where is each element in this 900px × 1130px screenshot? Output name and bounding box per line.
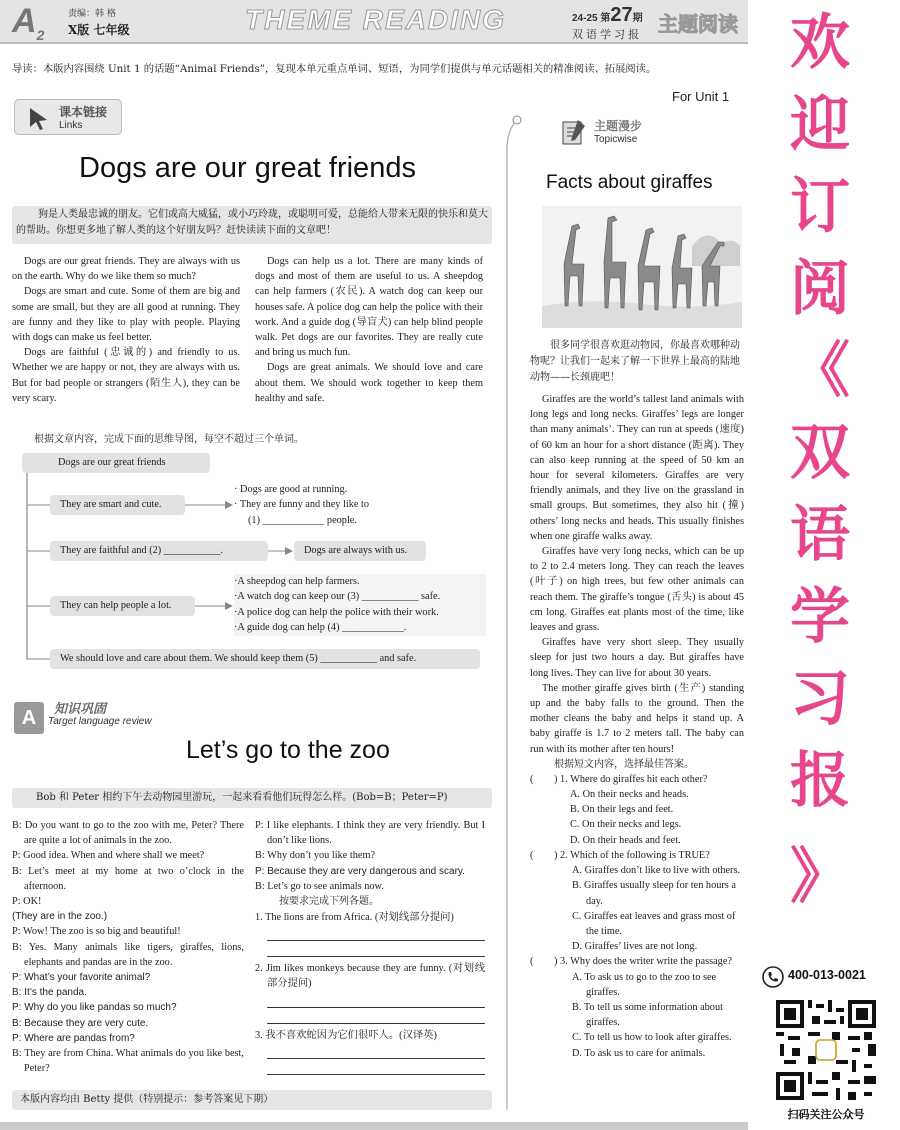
- answer-line[interactable]: [267, 925, 485, 941]
- header-section: 主题阅读: [658, 12, 738, 36]
- dialogue-line: P: Wow! The zoo is so big and beautiful!: [12, 926, 181, 938]
- ad-char: 《: [790, 336, 850, 406]
- ad-phone[interactable]: [762, 964, 898, 990]
- topic-tag: [560, 116, 680, 150]
- answer-line[interactable]: [267, 1043, 485, 1059]
- dialogue-line: P: I like elephants. I think they are very friendly. But I don’t like lions.: [255, 820, 485, 847]
- review-tag-en: Target language review: [48, 716, 152, 727]
- answer-option[interactable]: C. Giraffes eat leaves and grass most of the time.: [572, 910, 736, 937]
- links-para: Dogs are great animals. We should love and care about them. We should work together to keep them healthy and safe.: [255, 362, 483, 404]
- topic-para: Giraffes have very short sleep. They usually sleep for just two hours a day. But giraffes have long lives. They can live for about 30 years.: [530, 637, 744, 679]
- ad-char: 语: [790, 500, 850, 570]
- links-column-2: [255, 254, 483, 406]
- mindmap-node-4: We should love and care about them. We should keep them (5) ___________ and safe.: [50, 649, 480, 669]
- dialogue-line: B: It’s the panda.: [12, 987, 87, 999]
- links-column-1: [12, 254, 240, 406]
- review-tag-badge: A: [14, 702, 44, 734]
- topic-lead: 很多同学很喜欢逛动物园，你最喜欢哪种动物呢？让我们一起来了解一下世界上最高的陆地动物——长颈鹿吧！: [530, 340, 740, 383]
- dialogue-column-1: [12, 818, 244, 1076]
- notebook-icon: [560, 118, 586, 146]
- links-para: Dogs are our great friends. They are always with us on the earth. Why do we like them so much?: [12, 256, 240, 283]
- header-edition: X版 七年级: [68, 23, 130, 37]
- answer-line[interactable]: [267, 992, 485, 1008]
- mindmap-leaf-text: ·A watch dog can keep our (3) ___________ safe.: [234, 591, 441, 603]
- review-tag: [14, 696, 184, 738]
- answer-option[interactable]: A. On their necks and heads.: [570, 789, 689, 801]
- intro-text: 导读：本版内容围绕 Unit 1 的话题“Animal Friends”，复现本单元重点单词、短语，为同学们提供与单元话题相关的精准阅读、拓展阅读。: [12, 63, 657, 75]
- header-banner: THEME READING: [245, 4, 506, 35]
- mindmap-leaf-text: ·A sheepdog can help farmers.: [234, 576, 360, 587]
- topic-tag-cn: 主题漫步: [594, 119, 643, 133]
- dialogue-line: B: Why don’t you like them?: [255, 850, 376, 862]
- links-lead: 狗是人类最忠诚的朋友。它们或高大威猛，或小巧玲珑，或聪明可爱，总能给人带来无限的快乐和莫大的帮助。你想更多地了解人类的这个好朋友吗？赶快读读下面的文章吧！: [16, 209, 488, 236]
- dialogue-line: P: Why do you like pandas so much?: [12, 1002, 177, 1014]
- mindmap-leaf-text: · Dogs are good at running.: [234, 484, 348, 495]
- giraffes-illustration: [542, 206, 742, 328]
- links-title: Dogs are our great friends: [79, 152, 416, 184]
- ad-char: 学: [790, 582, 850, 652]
- answer-option[interactable]: B. To tell us some information about giraffes.: [572, 1001, 723, 1029]
- dialogue-line: B: Do you want to go to the zoo with me, Peter? There are quite a lot of animals in the zoo.: [12, 820, 244, 847]
- answer-option[interactable]: B. Giraffes usually sleep for ten hours a day.: [572, 880, 736, 907]
- dialogue-line: B: Yes. Many animals like tigers, giraffes, lions, elephants and pandas are in the zoo.: [12, 941, 244, 968]
- answer-line[interactable]: [267, 941, 485, 957]
- answer-line[interactable]: [267, 1008, 485, 1024]
- dialogue-line: P: What’s your favorite animal?: [12, 972, 151, 984]
- mindmap-node-2: They are faithful and (2) ___________.: [50, 541, 268, 561]
- ad-phone-number: 400-013-0021: [788, 968, 866, 982]
- mindmap-leaf-text: ·A guide dog can help (4) ____________.: [234, 622, 407, 634]
- dialogue-line: B: They are from China. What animals do you like best, Peter?: [12, 1048, 244, 1075]
- ad-char: 迎: [790, 90, 850, 160]
- qr-code[interactable]: [776, 1000, 876, 1100]
- dialogue-line: P: Where are pandas from?: [12, 1032, 135, 1044]
- mindmap-node-3: They can help people a lot.: [50, 596, 195, 616]
- dialogue-line: B: Let’s go to see animals now.: [255, 880, 384, 892]
- mindmap-node-1: They are smart and cute.: [50, 495, 185, 515]
- qr-caption: 扫码关注公众号: [787, 1108, 865, 1121]
- topic-tag-en: Topicwise: [594, 134, 638, 145]
- header-paper-name: 双语学习报: [572, 28, 642, 41]
- dialogue-line: P: Good idea. When and where shall we meet?: [12, 850, 205, 862]
- mindmap-root: Dogs are our great friends: [22, 453, 210, 473]
- question-stem: ( ) 2. Which of the following is TRUE?: [530, 849, 710, 861]
- links-para: Dogs can help us a lot. There are many kinds of dogs and most of them are useful to us. A sheepdog can help farmers (农民). A watch dog can keep our houses safe. A police dog can help the police with their work. And a guide dog (导盲犬) can help blind people walk. Pet dogs are our favorites. They are really cute and bring us much fun.: [255, 256, 483, 359]
- ad-char: 习: [790, 664, 850, 734]
- answer-option[interactable]: D. On their heads and feet.: [570, 834, 681, 846]
- topic-task: 根据短文内容，选择最佳答案。: [554, 758, 694, 770]
- dialogue-column-2: [255, 818, 485, 1075]
- links-task: 根据文章内容，完成下面的思维导图，每空不超过三个单词。: [34, 434, 304, 445]
- links-para: Dogs are faithful (忠诚的) and friendly to us. Whether we are happy or not, they are always with us. But for bad people or strangers (陌生人), they can be very scary.: [12, 347, 240, 404]
- header-logo: $A_2$: [12, 2, 45, 43]
- topic-para: Giraffes are the world’s tallest land animals with long legs and long necks. Giraffes’ legs are longer than many animals’. They can run at speeds (速度) of 60 km an hour for a short distance (距离). They can also keep running at the speed of 50 km an hour for several kilometers. Giraffes are very friendly animals, and they live on the grassland in small groups. But sometimes, they also hit (撞) others’ long necks and heads. This usually finishes when one giraffe walks away.: [530, 394, 744, 542]
- bottom-rule: [0, 1122, 748, 1130]
- review-question-2: 2. Jim likes monkeys because they are funny. (对划线部分提问): [255, 963, 485, 990]
- ad-char: 欢: [790, 8, 850, 78]
- ad-char: 》: [790, 842, 850, 912]
- review-lead: Bob 和 Peter 相约下午去动物园里游玩，一起来看看他们玩得怎么样。(Bob=B；Peter=P): [36, 792, 448, 803]
- answer-option[interactable]: C. On their necks and legs.: [570, 819, 682, 831]
- topic-article: [530, 392, 744, 1061]
- dialogue-line: B: Let’s meet at my home at two o’clock in the afternoon.: [12, 865, 244, 892]
- review-title: Let’s go to the zoo: [186, 736, 390, 764]
- mindmap-leaf-3: [234, 574, 486, 636]
- dialogue-line: P: Because they are very dangerous and scary.: [255, 865, 465, 877]
- mindmap-leaf-text: ·A police dog can help the police with their work.: [234, 606, 439, 618]
- ad-char: 双: [790, 418, 850, 488]
- mindmap-leaf-2: Dogs are always with us.: [294, 541, 426, 561]
- topic-question: [530, 848, 744, 954]
- footer-note: 本版内容均由 Betty 提供（特别提示：参考答案见下期）: [20, 1094, 274, 1105]
- answer-option[interactable]: D. Giraffes’ lives are not long.: [572, 941, 698, 953]
- answer-option[interactable]: B. On their legs and feet.: [570, 804, 674, 816]
- header-issue: 24-25 第27期: [572, 4, 643, 26]
- links-para: Dogs are smart and cute. Some of them are big and some are small, but they are all good at running. They are funny and they like to play with people. Playing with dogs can make us feel better.: [12, 286, 240, 344]
- answer-option[interactable]: D. To ask us to care for animals.: [572, 1047, 706, 1059]
- ad-char: 报: [790, 746, 850, 816]
- ad-char: 阅: [790, 254, 850, 324]
- mindmap-leaf-text: · They are funny and they like to: [234, 499, 370, 511]
- answer-option[interactable]: C. To tell us how to look after giraffes.: [572, 1032, 732, 1044]
- topic-para: The mother giraffe gives birth (生产) standing up and the baby falls to the ground. Then the mother cleans the baby and helps it stand up. A baby giraffe is 1.7 to 2 meters tall. The baby can run with its mother after ten hours!: [530, 682, 744, 755]
- topic-question: [530, 772, 744, 848]
- topic-question: [530, 954, 744, 1060]
- topic-title: Facts about giraffes: [546, 172, 713, 193]
- review-question-3: 3. 我不喜欢蛇因为它们很吓人。(汉译英): [255, 1029, 437, 1041]
- review-tag-cn: 知识巩固: [54, 702, 107, 717]
- mindmap: [0, 450, 495, 675]
- links-tag-en: Links: [59, 120, 83, 131]
- dialogue-line: P: OK!: [12, 896, 42, 908]
- question-stem: ( ) 3. Why does the writer write the passage?: [530, 956, 732, 968]
- answer-line[interactable]: [267, 1059, 485, 1075]
- cursor-icon: [27, 106, 51, 130]
- review-task: 按要求完成下列各题。: [279, 896, 379, 908]
- links-tag-cn: 课本链接: [59, 105, 108, 119]
- mindmap-leaf-text: (1) ____________ people.: [248, 514, 357, 526]
- topic-para: Giraffes have very long necks, which can be up to 2 to 2.4 meters long. They can reach the leaves (叶子) on high trees, but few other animals can reach them. The giraffe’s tongue (舌头) is about 45 cm long. Giraffes eat plants most of the time, like leaves and grass.: [530, 546, 744, 634]
- for-unit-label: For Unit 1: [672, 89, 730, 104]
- question-stem: ( ) 1. Where do giraffes hit each other?: [530, 773, 708, 785]
- header-editor: 责编：韩 格: [68, 9, 116, 19]
- phone-icon: [762, 966, 784, 988]
- mindmap-leaf-1: [234, 482, 484, 528]
- links-tag: [14, 99, 122, 135]
- answer-option[interactable]: A. To ask us to go to the zoo to see giraffes.: [572, 971, 717, 998]
- ad-char: 订: [790, 172, 850, 242]
- topic-divider: [505, 110, 525, 1120]
- answer-option[interactable]: A. Giraffes don’t like to live with others.: [572, 865, 741, 877]
- dialogue-line: (They are in the zoo.): [12, 911, 108, 923]
- dialogue-line: B: Because they are very cute.: [12, 1017, 149, 1029]
- review-question-1: 1. The lions are from Africa. (对划线部分提问): [255, 912, 454, 924]
